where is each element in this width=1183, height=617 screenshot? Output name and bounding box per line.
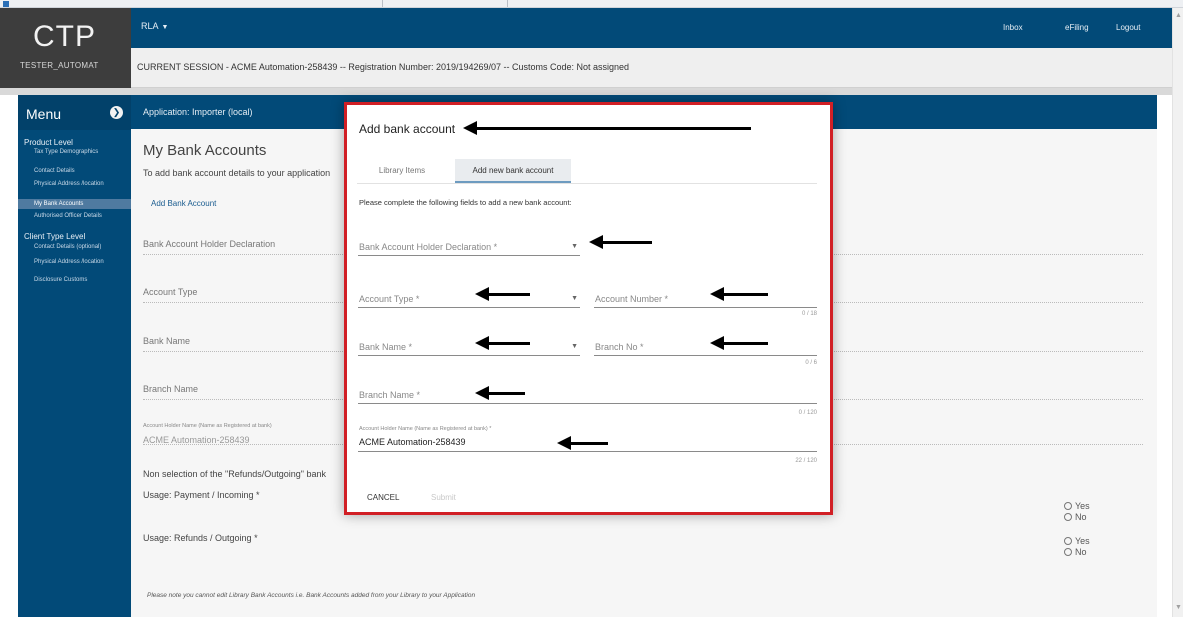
- account-type-select[interactable]: [358, 290, 580, 308]
- left-arrow-icon: [710, 336, 768, 350]
- usage-payment-label: Usage: Payment / Incoming *: [143, 490, 260, 500]
- role-menu-label: RLA: [141, 21, 159, 31]
- holder-name-label: Account Holder Name (Name as Registered at bank): [143, 423, 272, 429]
- top-nav-bar: [131, 8, 1172, 48]
- usage-refunds-label: Usage: Refunds / Outgoing *: [143, 533, 258, 543]
- sidebar: [18, 95, 131, 617]
- holder-name-label: Account Holder Name (Name as Registered at bank) *: [359, 426, 492, 432]
- radio-circle-icon[interactable]: [1064, 537, 1072, 545]
- left-arrow-icon: [475, 386, 525, 400]
- logo: CTP: [33, 20, 96, 53]
- username: TESTER_AUTOMAT: [20, 61, 99, 70]
- radio-yes[interactable]: [1064, 501, 1090, 512]
- brand-block: [0, 8, 131, 88]
- sidebar-section-client-type-level: Client Type Level: [24, 232, 86, 241]
- holder-declaration-placeholder: Bank Account Holder Declaration *: [359, 242, 498, 252]
- radio-no-label: No: [1075, 547, 1087, 557]
- field-label: Bank Account Holder Declaration: [143, 239, 276, 249]
- bank-name-placeholder: Bank Name *: [359, 342, 413, 352]
- sidebar-item-my-bank-accounts[interactable]: My Bank Accounts: [18, 199, 131, 209]
- branch-no-placeholder: Branch No *: [595, 342, 644, 352]
- sidebar-item-contact-details-optional[interactable]: Contact Details (optional): [34, 244, 102, 250]
- holder-name-value: ACME Automation-258439: [359, 437, 466, 447]
- left-arrow-icon: [463, 121, 751, 135]
- browser-tab-strip: [0, 0, 1183, 8]
- tab-add-new-bank-account[interactable]: Add new bank account: [455, 159, 571, 183]
- radio-circle-icon[interactable]: [1064, 513, 1072, 521]
- caret-down-icon: ▼: [161, 24, 169, 31]
- radio-circle-icon[interactable]: [1064, 502, 1072, 510]
- sidebar-item-disclosure-customs[interactable]: Disclosure Customs: [34, 277, 88, 283]
- scroll-up-icon[interactable]: ▲: [1175, 12, 1182, 19]
- radio-yes-label: Yes: [1075, 536, 1090, 546]
- application-label: Application: Importer (local): [143, 107, 253, 117]
- browser-tab[interactable]: [382, 0, 383, 7]
- radio-no-label: No: [1075, 512, 1087, 522]
- nav-logout[interactable]: Logout: [1116, 23, 1141, 32]
- sidebar-section-product-level: Product Level: [24, 138, 73, 147]
- branch-name-placeholder: Branch Name *: [359, 390, 421, 400]
- nav-inbox[interactable]: Inbox: [1003, 23, 1023, 32]
- field-label: Account Type: [143, 287, 198, 297]
- radio-no[interactable]: [1064, 512, 1090, 523]
- caret-down-icon[interactable]: ▼: [571, 243, 578, 250]
- radio-circle-icon[interactable]: [1064, 548, 1072, 556]
- radio-yes-label: Yes: [1075, 501, 1090, 511]
- caret-down-icon[interactable]: ▼: [571, 295, 578, 302]
- role-menu[interactable]: [141, 21, 168, 31]
- page-title: My Bank Accounts: [143, 142, 267, 159]
- session-bar: [131, 48, 1172, 88]
- cancel-button[interactable]: CANCEL: [367, 493, 400, 502]
- branch-name-counter: 0 / 120: [798, 410, 817, 416]
- left-arrow-icon: [557, 436, 608, 450]
- header-separator: [0, 88, 1172, 95]
- sidebar-item-physical-address-client[interactable]: Physical Address /location: [34, 259, 104, 265]
- dialog-instructions: Please complete the following fields to add a new bank account:: [359, 198, 572, 207]
- dialog-title: Add bank account: [359, 122, 456, 136]
- intro-text: To add bank account details to your application: [143, 168, 331, 178]
- account-number-field[interactable]: [594, 290, 817, 308]
- branch-no-counter: 0 / 6: [805, 360, 817, 366]
- menu-header: [18, 95, 131, 130]
- add-bank-account-link[interactable]: Add Bank Account: [151, 199, 217, 208]
- tab-library-items[interactable]: Library Items: [378, 166, 426, 175]
- branch-name-field[interactable]: [358, 386, 817, 404]
- sidebar-item-contact-details[interactable]: Contact Details: [34, 168, 75, 174]
- radio-no[interactable]: [1064, 547, 1090, 558]
- nav-efiling[interactable]: eFiling: [1065, 23, 1089, 32]
- page-scrollbar[interactable]: [1172, 8, 1183, 617]
- library-note: Please note you cannot edit Library Bank Accounts i.e. Bank Accounts added from your Library to your Application: [147, 592, 476, 599]
- left-arrow-icon: [589, 235, 652, 249]
- browser-icon: [3, 1, 9, 7]
- browser-tab[interactable]: [507, 0, 508, 7]
- scroll-down-icon[interactable]: ▼: [1175, 604, 1182, 611]
- chevron-circle-icon[interactable]: ❯: [110, 106, 123, 119]
- holder-name-counter: 22 / 120: [795, 458, 817, 464]
- sidebar-item-physical-address[interactable]: Physical Address /location: [34, 181, 104, 187]
- left-arrow-icon: [475, 336, 530, 350]
- tab-divider: [357, 183, 817, 184]
- field-label: Bank Name: [143, 336, 191, 346]
- usage-refunds-radio-group: [1064, 536, 1090, 558]
- field-label: Branch Name: [143, 384, 199, 394]
- left-arrow-icon: [475, 287, 530, 301]
- account-number-counter: 0 / 18: [801, 311, 817, 317]
- session-info: CURRENT SESSION - ACME Automation-258439 -- Registration Number: 2019/194269/07 -- Customs Code: Not assigned: [137, 62, 630, 72]
- radio-yes[interactable]: [1064, 536, 1090, 547]
- menu-title: Menu: [26, 106, 62, 122]
- bank-name-select[interactable]: [358, 338, 580, 356]
- add-bank-account-dialog: [344, 102, 833, 515]
- holder-declaration-select[interactable]: [358, 238, 580, 256]
- left-arrow-icon: [710, 287, 768, 301]
- usage-payment-radio-group: [1064, 501, 1090, 523]
- caret-down-icon[interactable]: ▼: [571, 343, 578, 350]
- submit-button[interactable]: Submit: [431, 493, 456, 502]
- account-type-placeholder: Account Type *: [359, 294, 420, 304]
- branch-no-field[interactable]: [594, 338, 817, 356]
- account-number-placeholder: Account Number *: [595, 294, 669, 304]
- non-selection-text: Non selection of the "Refunds/Outgoing" bank: [143, 469, 327, 479]
- sidebar-item-authorised-officer[interactable]: Authorised Officer Details: [34, 213, 102, 219]
- sidebar-item-tax-type-demographics[interactable]: Tax Type Demographics: [34, 149, 99, 155]
- holder-name-value: ACME Automation-258439: [143, 435, 250, 445]
